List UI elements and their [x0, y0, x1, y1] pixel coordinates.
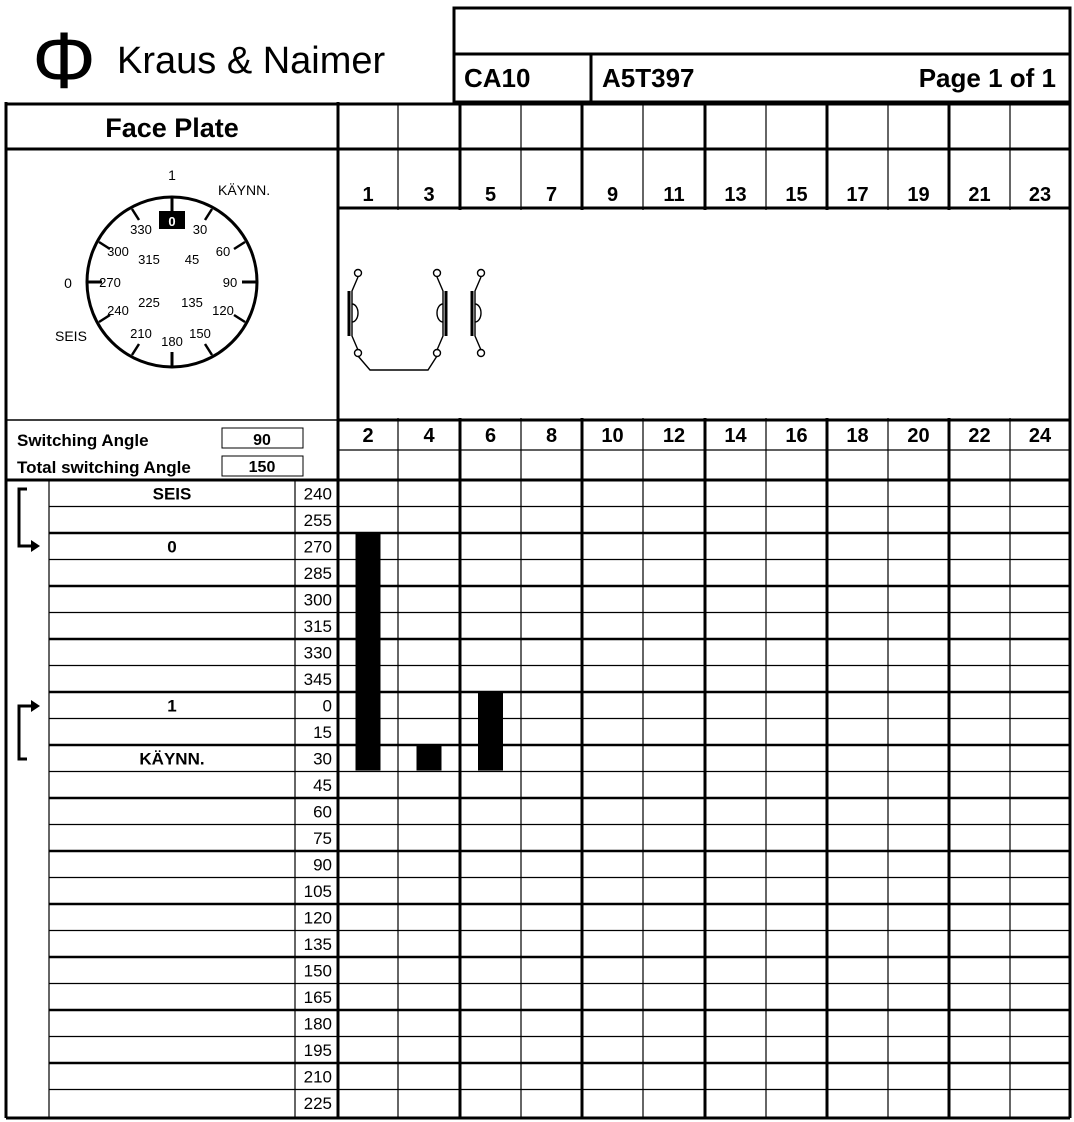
dial-angle-label: 300 — [107, 244, 129, 259]
terminal-bottom-10: 10 — [601, 425, 624, 447]
row-position-label: 0 — [167, 537, 177, 557]
terminal-top-5: 5 — [484, 184, 497, 206]
dial-angle-label: 225 — [138, 295, 160, 310]
contact-closure-bars — [356, 534, 504, 771]
row-angle: 180 — [303, 1014, 332, 1034]
row-angle: 345 — [303, 670, 332, 689]
switching-angle-value: 90 — [253, 432, 271, 449]
dial-position-top-label: 1 — [168, 167, 176, 183]
switching-angle-label: Switching Angle — [17, 431, 149, 450]
page-indicator: Page 1 of 1 — [918, 63, 1056, 93]
row-angle: 105 — [303, 882, 332, 901]
row-angle: 210 — [303, 1067, 332, 1087]
row-angle: 15 — [313, 723, 332, 742]
row-angle: 135 — [303, 935, 332, 954]
dial-position-left-name: SEIS — [55, 328, 87, 344]
row-angle: 240 — [303, 484, 332, 504]
total-switching-angle-value: 150 — [248, 459, 276, 476]
terminal-bottom-16: 16 — [785, 425, 808, 447]
position-brackets — [19, 489, 40, 759]
row-angle: 90 — [313, 855, 332, 875]
faceplate-title: Face Plate — [105, 113, 239, 143]
row-angle: 315 — [303, 617, 332, 636]
terminal-bottom-20: 20 — [907, 425, 930, 447]
dial-angle-label: 135 — [181, 295, 203, 310]
dial-angle-label: 120 — [212, 303, 234, 318]
row-position-label: 1 — [167, 696, 177, 716]
dial-angle-label: 240 — [107, 303, 129, 318]
terminal-top-21: 21 — [968, 184, 991, 206]
program-code: A5T397 — [602, 63, 695, 93]
dial-angle-label: 45 — [184, 252, 200, 267]
arrow-to-zero — [31, 540, 40, 552]
dial-angle-label: 180 — [161, 334, 183, 349]
terminal-top-1: 1 — [362, 184, 374, 206]
row-angle: 0 — [322, 696, 332, 716]
terminal-bottom-6: 6 — [484, 425, 497, 447]
terminal-bottom-12: 12 — [662, 425, 686, 447]
dial-angle-label: 315 — [138, 252, 160, 267]
terminal-top-7: 7 — [545, 184, 558, 206]
contact-bar-col-2 — [417, 746, 442, 771]
row-angle: 165 — [303, 988, 332, 1007]
header-top-right-box — [454, 8, 1070, 54]
dial-angle-label: 0 — [168, 214, 176, 229]
row-angle: 60 — [313, 802, 332, 822]
brand-name: Kraus & Naimer — [117, 40, 386, 82]
series-code: CA10 — [464, 63, 531, 93]
terminal-bottom-24: 24 — [1028, 425, 1052, 447]
dial-angle-labels — [99, 214, 237, 349]
terminal-top-15: 15 — [785, 184, 808, 206]
row-angle: 120 — [303, 908, 332, 928]
row-angle: 195 — [303, 1041, 332, 1060]
terminal-grid — [338, 104, 1070, 1118]
row-position-label: KÄYNN. — [139, 749, 205, 769]
dial-angle-label: 90 — [222, 275, 238, 290]
contact-bar-col-3 — [478, 693, 503, 771]
dial-angle-label: 270 — [99, 275, 121, 290]
row-angle: 30 — [313, 749, 332, 769]
terminal-top-9: 9 — [606, 184, 619, 206]
dial-position-top-name: KÄYNN. — [218, 182, 271, 198]
dial-angle-label: 30 — [192, 222, 208, 237]
dial-angle-label: 60 — [215, 244, 231, 259]
switching-table — [49, 480, 1070, 1118]
terminal-bottom-14: 14 — [724, 425, 747, 447]
row-angle: 225 — [303, 1094, 332, 1113]
dial-position-left-label: 0 — [64, 275, 72, 291]
arrow-to-one — [31, 700, 40, 712]
terminal-top-17: 17 — [846, 184, 869, 206]
terminal-bottom-22: 22 — [968, 425, 991, 447]
terminal-bottom-18: 18 — [846, 425, 869, 447]
terminal-bottom-2: 2 — [362, 425, 374, 447]
brand-logo-symbol: Φ — [32, 16, 96, 105]
row-angle: 300 — [303, 590, 332, 610]
terminal-top-11: 11 — [663, 184, 685, 206]
terminal-top-19: 19 — [907, 184, 930, 206]
row-angle: 285 — [303, 564, 332, 583]
row-angle: 255 — [303, 511, 332, 530]
contact-bar-col-1 — [356, 534, 381, 771]
bracket-seis-to-zero — [19, 489, 33, 546]
dial-angle-label: 330 — [130, 222, 152, 237]
row-angle: 330 — [303, 643, 332, 663]
row-angle: 75 — [313, 829, 332, 848]
terminal-bottom-4: 4 — [423, 425, 435, 447]
terminal-top-13: 13 — [724, 184, 747, 206]
terminal-top-23: 23 — [1028, 184, 1052, 206]
dial-angle-label: 150 — [189, 326, 211, 341]
terminal-top-3: 3 — [423, 184, 435, 206]
row-angle: 270 — [303, 537, 332, 557]
row-angle: 150 — [303, 961, 332, 981]
row-angle: 45 — [313, 776, 332, 795]
dial-angle-label: 210 — [130, 326, 152, 341]
row-position-label: SEIS — [152, 484, 192, 504]
header — [32, 8, 1070, 105]
bracket-one-to-kaynn — [19, 706, 33, 759]
terminal-bottom-8: 8 — [545, 425, 558, 447]
total-switching-angle-label: Total switching Angle — [17, 458, 191, 477]
